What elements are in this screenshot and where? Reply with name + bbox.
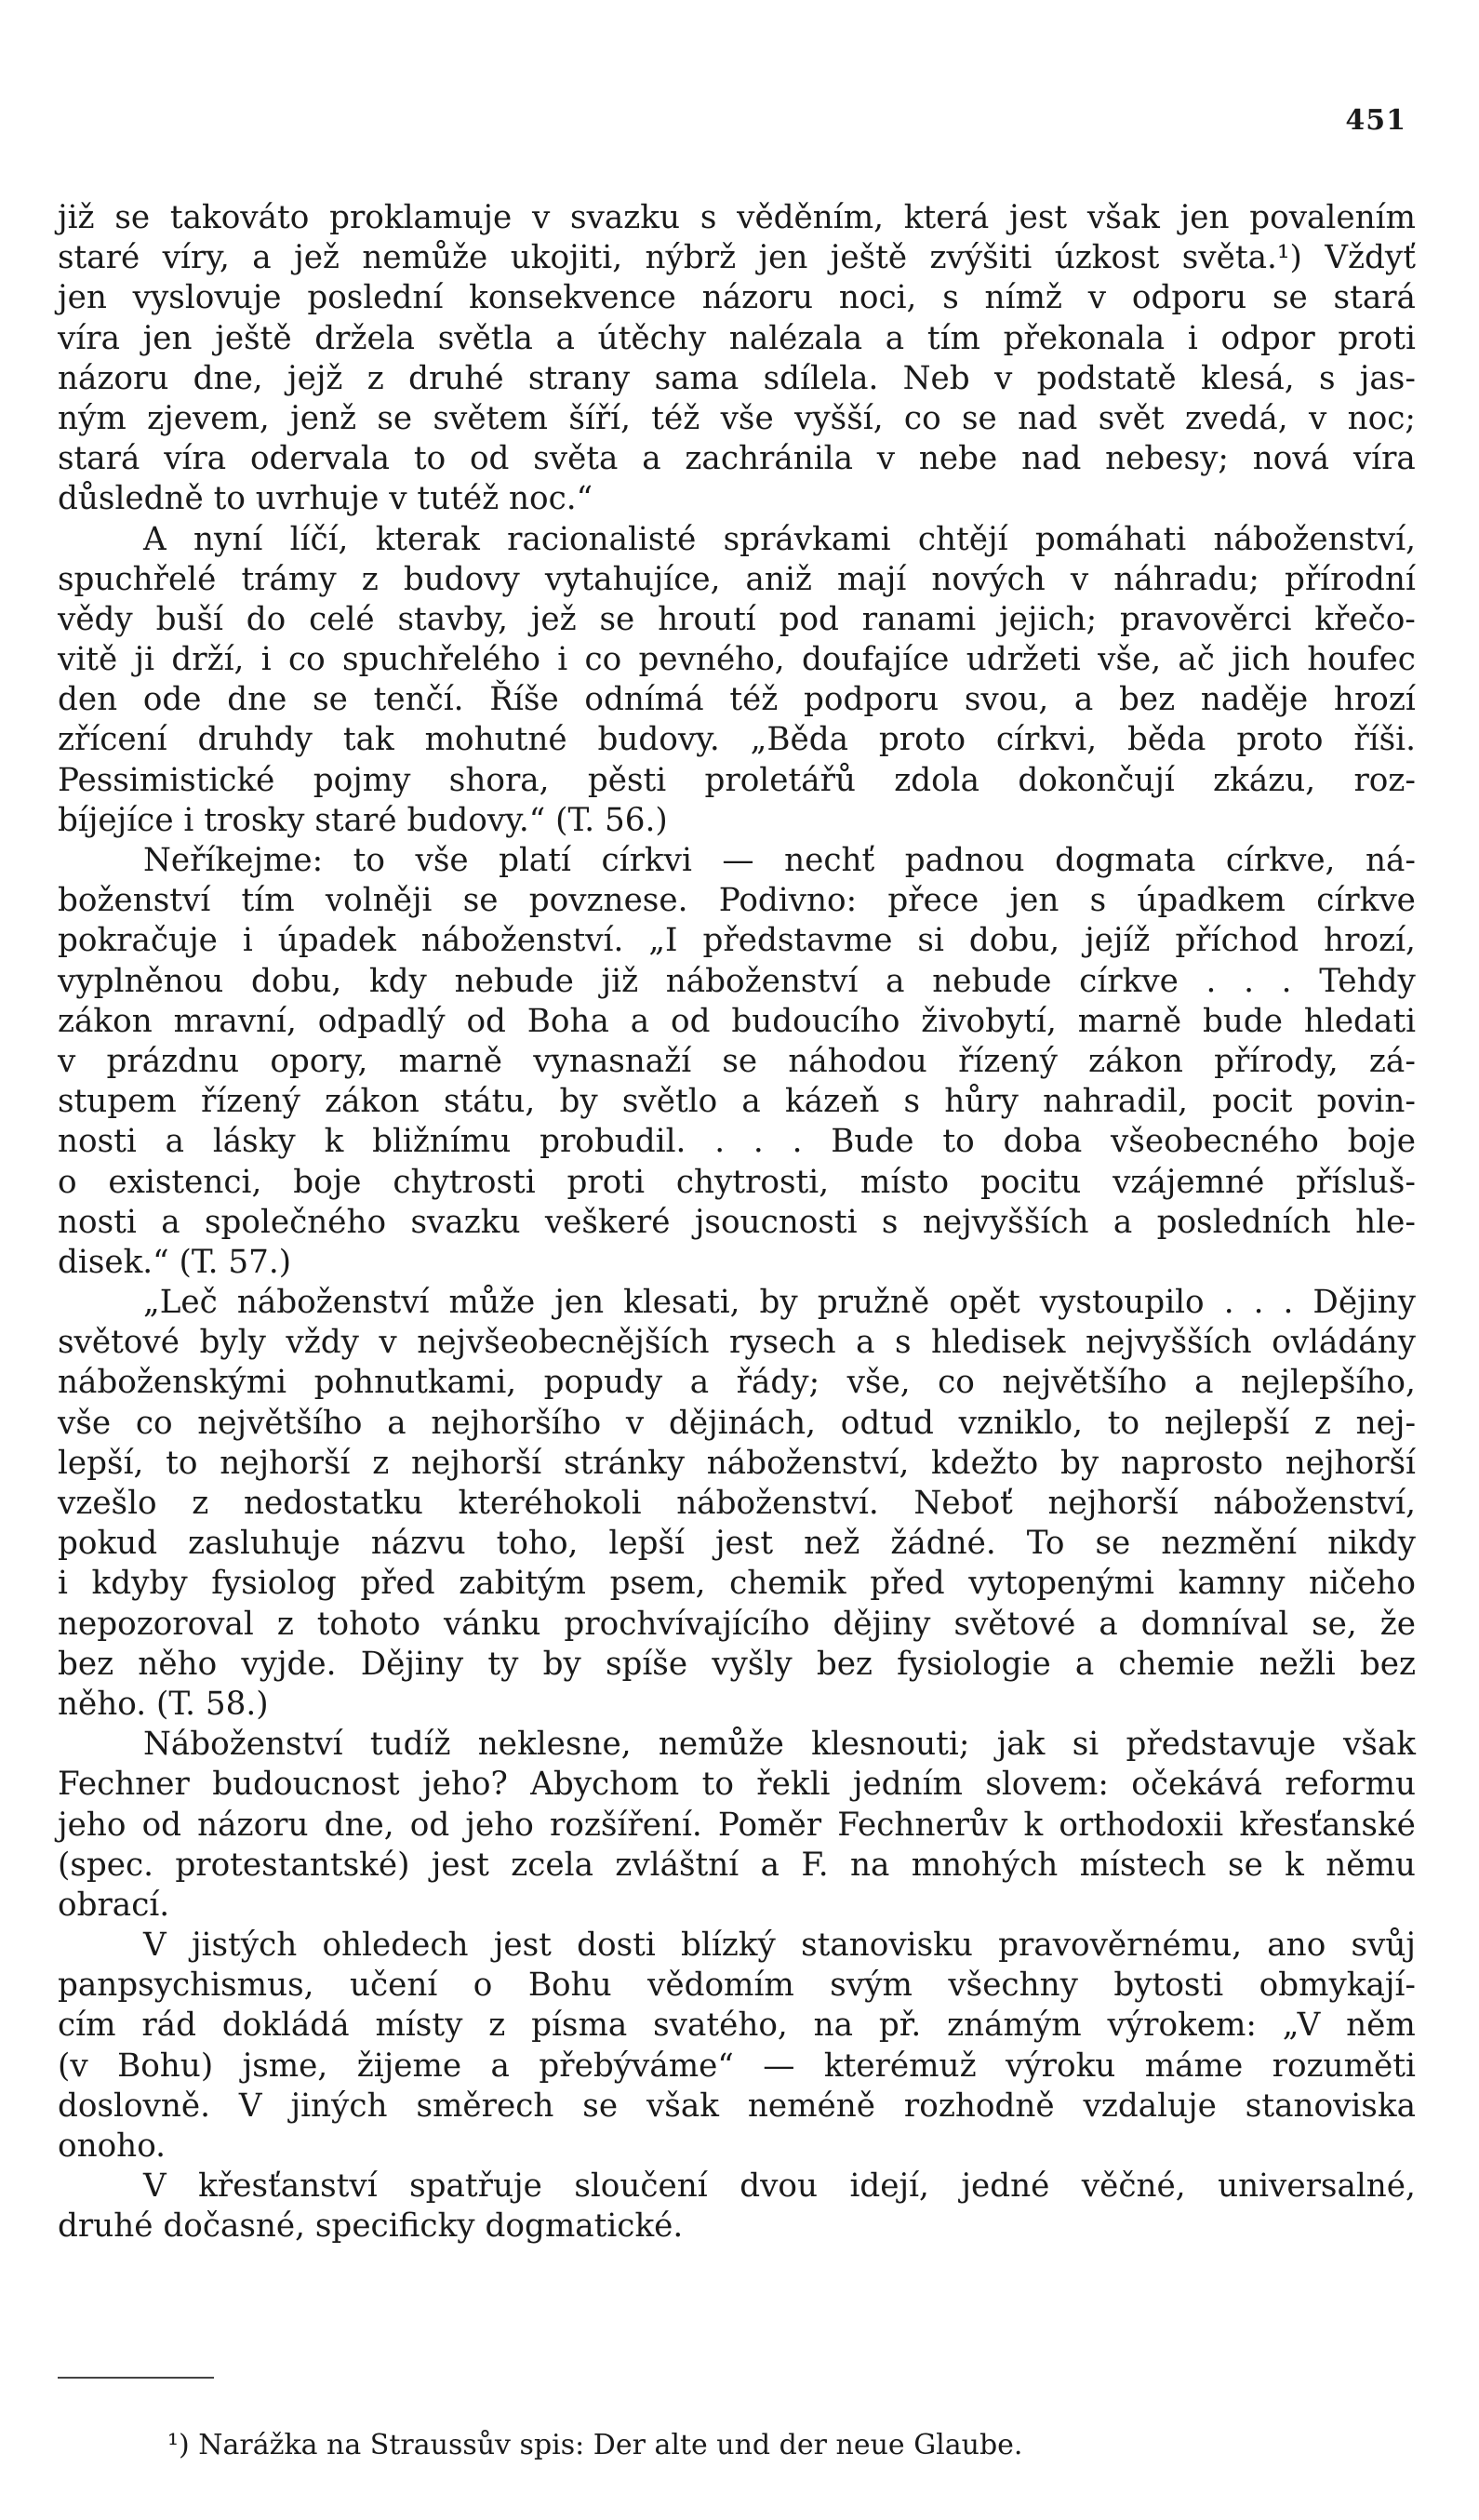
text-line: nosti a lásky k bližnímu probudil. . . . Bude to doba všeobecného boje: [58, 1123, 1416, 1161]
text-line: pokračuje i úpadek náboženství. „I představme si dobu, jejíž příchod hrozí,: [58, 922, 1416, 960]
text-line: spuchřelé trámy z budovy vytahujíce, aniž mají nových v náhradu; přírodní: [58, 560, 1416, 598]
text-line: Fechner budoucnost jeho? Abychom to řekli jedním slovem: očekává reformu: [58, 1766, 1416, 1804]
text-line: vitě ji drží, i co spuchřelého i co pevného, doufajíce udržeti vše, ač jich houfec: [58, 641, 1416, 679]
text-line: jen vyslovuje poslední konsekvence názoru noci, s nímž v odporu se stará: [58, 279, 1416, 317]
text-line: zákon mravní, odpadlý od Boha a od budoucího živobytí, marně bude hledati: [58, 1002, 1416, 1040]
text-line: něho. (T. 58.): [58, 1685, 269, 1723]
text-line: o existenci, boje chytrosti proti chytrosti, místo pocitu vzájemné přísluš-: [58, 1163, 1416, 1201]
text-line: stará víra odervala to od světa a zachránila v nebe nad nebesy; nová víra: [58, 440, 1416, 478]
footnote-marker: ¹): [167, 2429, 190, 2461]
text-line: nosti a společného svazku veškeré jsoucnosti s nejvyšších a posledních hle-: [58, 1203, 1416, 1241]
text-line: „Leč náboženství může jen klesati, by pružně opět vystoupilo . . . Dějiny: [143, 1284, 1416, 1322]
text-line: vědy buší do celé stavby, jež se hroutí pod ranami jejich; pravověrci křečo-: [58, 600, 1416, 638]
text-line: boženství tím volněji se povznese. Podivno: přece jen s úpadkem církve: [58, 882, 1416, 920]
text-line: jeho od názoru dne, od jeho rozšíření. Poměr Fechnerův k orthodoxii křesťanské: [58, 1806, 1416, 1844]
text-line: náboženskými pohnutkami, popudy a řády; vše, co největšího a nejlepšího,: [58, 1364, 1416, 1402]
text-line: stupem řízený zákon státu, by světlo a kázeň s hůry nahradil, pocit povin-: [58, 1083, 1416, 1121]
text-line: cím rád dokládá místy z písma svatého, na př. známým výrokem: „V něm: [58, 2007, 1416, 2045]
text-line: den ode dne se tenčí. Říše odnímá též podporu svou, a bez naděje hrozí: [58, 681, 1416, 719]
paragraph: [58, 1926, 1416, 2167]
text-line: důsledně to uvrhuje v tutéž noc.“: [58, 480, 593, 518]
text-line: vyplněnou dobu, kdy nebude již náboženství a nebude církve . . . Tehdy: [58, 962, 1416, 1000]
paragraph: [58, 1725, 1416, 1926]
text-line: víra jen ještě držela světla a útěchy nalézala a tím překonala i odpor proti: [58, 319, 1416, 357]
text-line: vzešlo z nedostatku kteréhokoli náboženství. Neboť nejhorší náboženství,: [58, 1485, 1416, 1522]
text-line: V křesťanství spatřuje sloučení dvou idejí, jedné věčné, universalné,: [143, 2167, 1416, 2206]
text-line: Náboženství tudíž neklesne, nemůže klesnouti; jak si představuje však: [143, 1726, 1416, 1764]
text-line: již se takováto proklamuje v svazku s věděním, která jest však jen povalením: [58, 199, 1416, 236]
text-line: zřícení druhdy tak mohutné budovy. „Běda proto církvi, běda proto říši.: [58, 721, 1416, 759]
text-line: lepší, to nejhorší z nejhorší stránky náboženství, kdežto by naprosto nejhorší: [58, 1444, 1416, 1482]
text-line: A nyní líčí, kterak racionalisté správkami chtějí pomáhati náboženství,: [143, 520, 1416, 558]
text-line: (spec. protestantské) jest zcela zvláštní a F. na mnohých místech se k němu: [58, 1846, 1416, 1884]
text-line: obrací.: [58, 1886, 170, 1924]
paragraph: [58, 2167, 1416, 2247]
text-line: bez něho vyjde. Dějiny ty by spíše vyšly bez fysiologie a chemie nežli bez: [58, 1645, 1416, 1683]
text-line: názoru dne, jejž z druhé strany sama sdílela. Neb v podstatě klesá, s jas-: [58, 359, 1416, 397]
footnote-rule: [58, 2377, 214, 2379]
footnote-text: Narážka na Straussův spis: Der alte und der neue Glaube.: [198, 2429, 1023, 2461]
footnote: [167, 2429, 1022, 2462]
text-line: doslovně. V jiných směrech se však neméně rozhodně vzdaluje stanoviska: [58, 2087, 1416, 2125]
text-line: světové byly vždy v nejvšeobecnějších rysech a s hledisek nejvyšších ovládány: [58, 1324, 1416, 1362]
text-line: ným zjevem, jenž se světem šíří, též vše vyšší, co se nad svět zvedá, v noc;: [58, 399, 1416, 437]
text-line: staré víry, a jež nemůže ukojiti, nýbrž jen ještě zvýšiti úzkost světa.¹) Vždyť: [58, 239, 1416, 277]
text-line: v prázdnu opory, marně vynasnaží se náhodou řízený zákon přírody, zá-: [58, 1042, 1416, 1080]
text-line: onoho.: [58, 2127, 167, 2165]
text-line: bíjejíce i trosky staré budovy.“ (T. 56.): [58, 801, 668, 839]
paragraph: [58, 198, 1416, 520]
text-line: (v Bohu) jsme, žijeme a přebýváme“ — kterémuž výroku máme rozuměti: [58, 2047, 1416, 2085]
text-line: Neříkejme: to vše platí církvi — nechť padnou dogmata církve, ná-: [143, 842, 1416, 879]
text-line: V jistých ohledech jest dosti blízký stanovisku pravověrnému, ano svůj: [143, 1927, 1416, 1965]
text-line: nepozoroval z tohoto vánku prochvívajícího dějiny světové a domníval se, že: [58, 1605, 1416, 1643]
text-line: pokud zasluhuje názvu toho, lepší jest než žádné. To se nezmění nikdy: [58, 1525, 1416, 1563]
text-line: panpsychismus, učení o Bohu vědomím svým všechny bytosti obmykají-: [58, 1967, 1416, 2005]
text-line: druhé dočasné, specificky dogmatické.: [58, 2207, 684, 2246]
text-line: vše co největšího a nejhoršího v dějinách, odtud vzniklo, to nejlepší z nej-: [58, 1404, 1416, 1442]
paragraph: [58, 1283, 1416, 1725]
text-line: disek.“ (T. 57.): [58, 1243, 292, 1281]
text-line: Pessimistické pojmy shora, pěsti proletářů zdola dokončují zkázu, roz-: [58, 761, 1416, 799]
text-line: i kdyby fysiolog před zabitým psem, chemik před vytopenými kamny ničeho: [58, 1565, 1416, 1603]
paragraph: [58, 841, 1416, 1283]
paragraph: [58, 520, 1416, 842]
body-text: [58, 198, 1416, 2247]
page-number: 451: [1345, 104, 1406, 137]
